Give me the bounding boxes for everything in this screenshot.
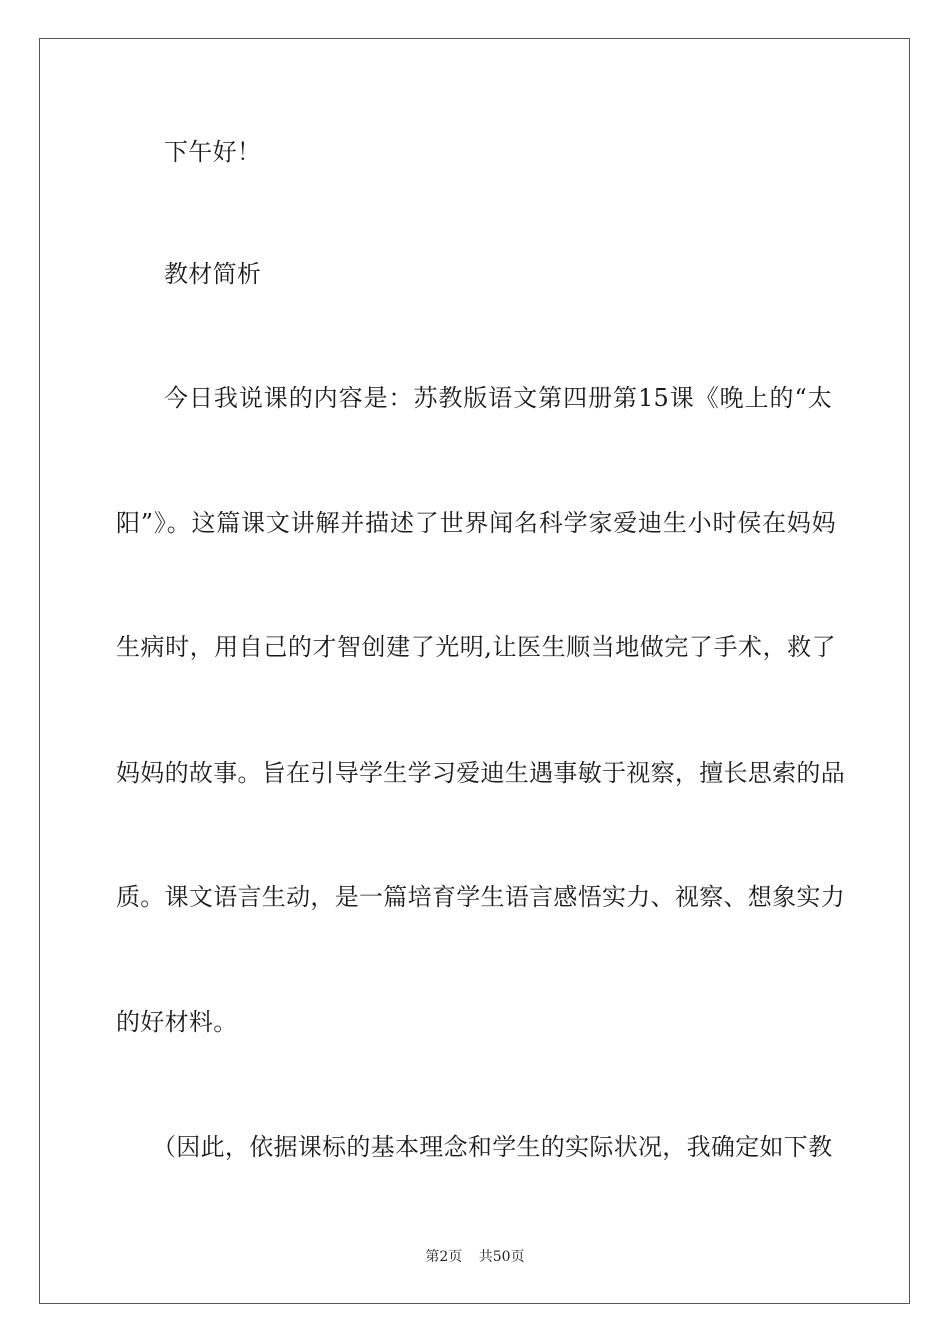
paragraph-line: 质。课文语言生动，是一篇培育学生语言感悟实力、视察、想象实力 bbox=[116, 883, 845, 911]
paragraph-line: 今日我说课的内容是：苏教版语文第四册第15课《晚上的“太 bbox=[164, 384, 832, 412]
page-footer bbox=[0, 1248, 950, 1266]
page-number: 第2页 bbox=[425, 1249, 463, 1265]
paragraph-line: 的好材料。 bbox=[116, 1008, 238, 1036]
paragraph-line: 生病时，用自己的才智创建了光明,让医生顺当地做完了手术，救了 bbox=[116, 633, 836, 661]
page-border bbox=[39, 38, 910, 1304]
total-pages: 共50页 bbox=[478, 1249, 525, 1265]
paragraph-line: 阳”》。这篇课文讲解并描述了世界闻名科学家爱迪生小时侯在妈妈 bbox=[116, 509, 836, 537]
paragraph-line: 妈妈的故事。旨在引导学生学习爱迪生遇事敏于视察，擅长思索的品 bbox=[116, 759, 845, 787]
paragraph-line: （因此，依据课标的基本理念和学生的实际状况，我确定如下教 bbox=[152, 1133, 833, 1161]
greeting-line: 下午好！ bbox=[164, 138, 262, 166]
section-heading: 教材简析 bbox=[164, 260, 262, 288]
